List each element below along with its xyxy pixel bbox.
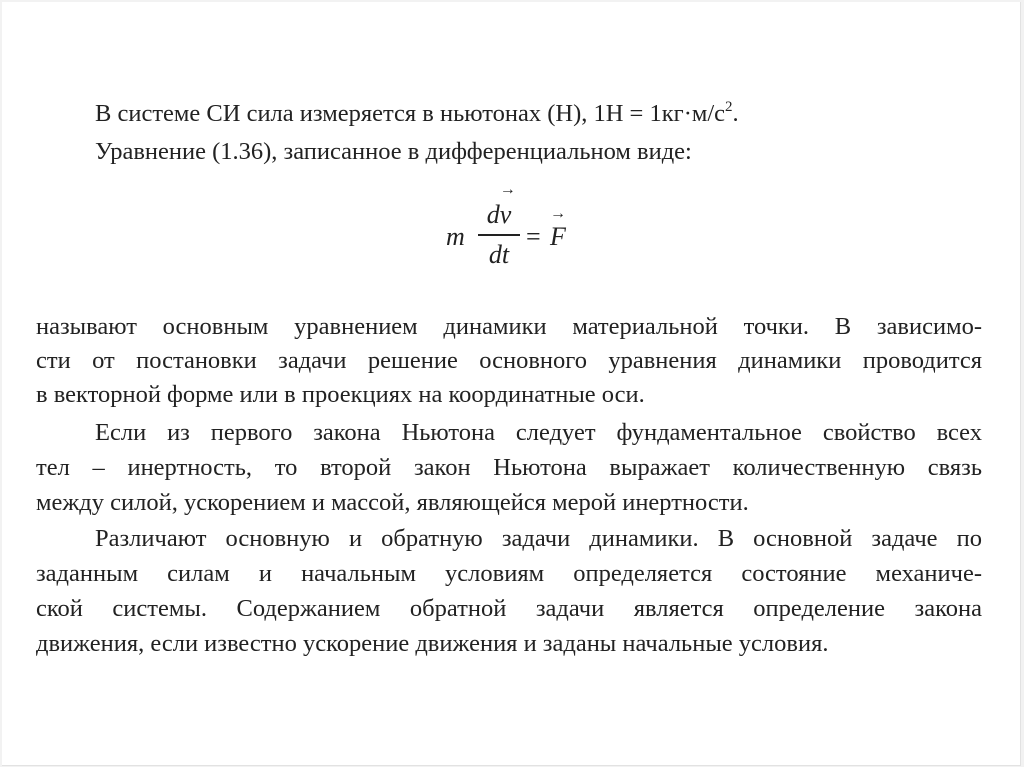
formula-force-wrap [550,222,566,252]
text-line: Если из первого закона Ньютона следует фундаментальное свойство всех [95,419,982,446]
text-line: в векторной форме или в проекциях на координатные оси. [36,381,645,408]
text-line: называют основным уравнением динамики материальной точки. В зависимо- [36,313,982,340]
formula-denominator: dt [488,240,510,269]
text-line: движения, если известно ускорение движения и заданы начальные условия. [36,630,829,657]
text-line: между силой, ускорением и массой, являющейся мерой инертности. [36,489,749,516]
equation-intro-line: Уравнение (1.36), записанное в дифференциальном виде: [95,138,692,165]
fraction-bar [478,234,520,236]
si-units-line [95,99,982,132]
formula-numerator [478,198,520,230]
formula-fraction [478,198,520,272]
newton-second-law-formula [442,198,622,278]
si-units-text: В системе СИ сила измеряется в ньютонах (Н), 1Н = 1кг·м/с [95,100,726,127]
formula-velocity-vector: → v [500,198,512,232]
text-line: тел – инертность, то второй закон Ньютона выражает количественную связь [36,454,982,481]
text-line: Различают основную и обратную задачи динамики. В основной задаче по [95,525,982,552]
formula-numerator-d: d [486,200,500,229]
text-line: ской системы. Содержанием обратной задачи является определение закона [36,595,982,622]
text-line: сти от постановки задачи решение основного уравнения динамики проводится [36,347,982,374]
superscript-exponent: 2 [725,99,733,115]
si-units-period: . [732,100,739,127]
formula-force-vector: → F [550,222,566,252]
formula-equals: = [526,222,541,251]
text-line: заданным силам и начальным условиям определяется состояние механиче- [36,560,982,587]
formula-mass: m [446,222,465,251]
document-page [2,2,1021,766]
